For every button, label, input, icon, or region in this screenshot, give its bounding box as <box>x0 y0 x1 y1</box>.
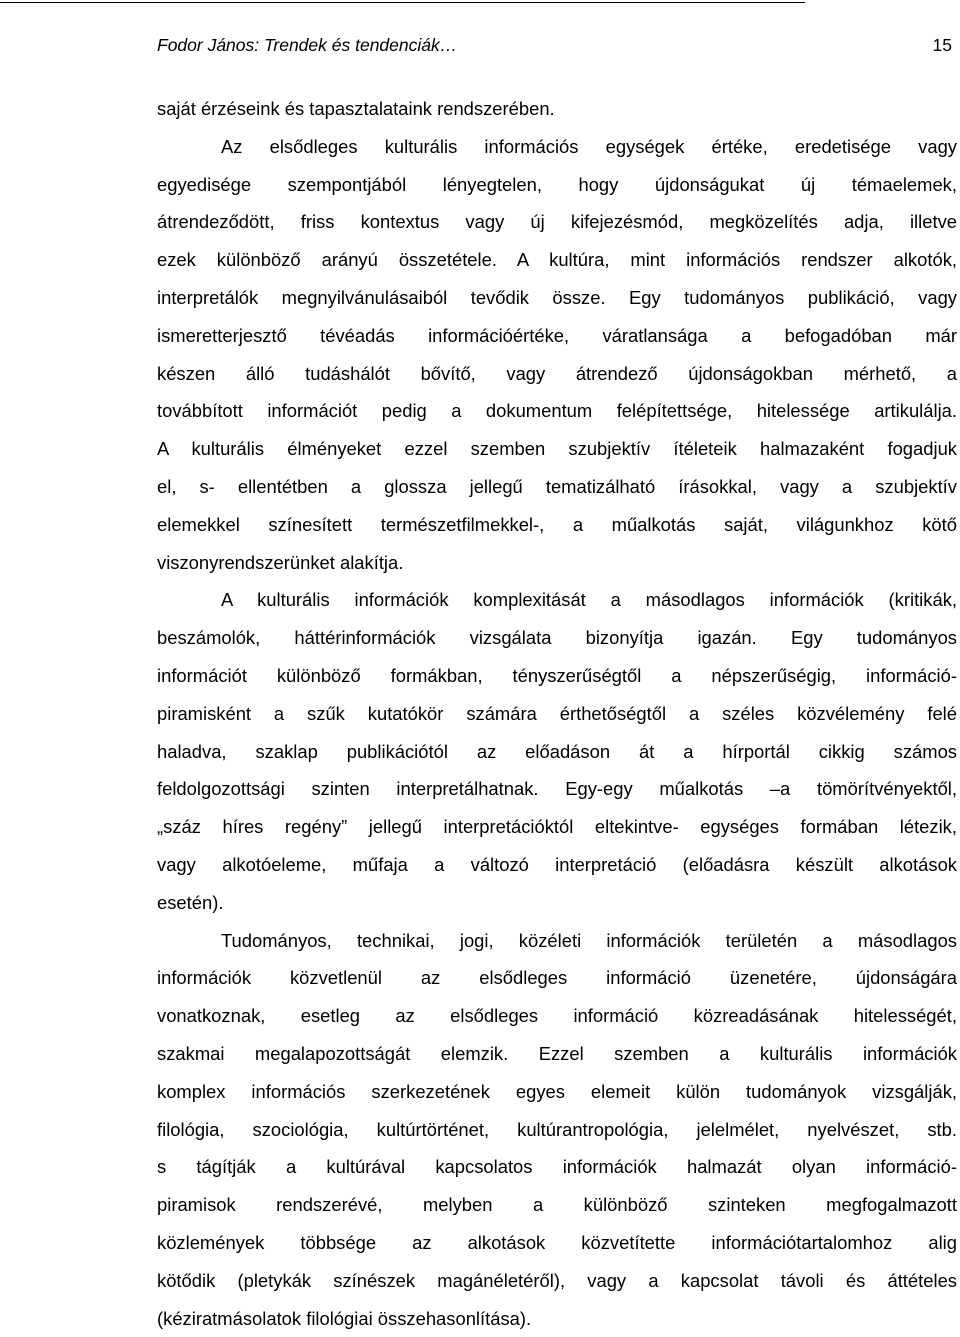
text-line: ezek különböző arányú összetétele. A kultúra, mint információs rendszer alkotók, <box>157 241 957 279</box>
text-line: (kéziratmásolatok filológiai összehasonlítása). <box>157 1300 957 1337</box>
text-line: Tudományos, technikai, jogi, közéleti információk területén a másodlagos <box>157 922 957 960</box>
top-rule <box>0 2 805 3</box>
text-line: ismeretterjesztő tévéadás információértéke, váratlansága a befogadóban már <box>157 317 957 355</box>
text-line: közlemények többsége az alkotások közvetítette információtartalomhoz alig <box>157 1224 957 1262</box>
text-line: piramisként a szűk kutatókör számára érthetőségtől a széles közvélemény felé <box>157 695 957 733</box>
text-line: komplex információs szerkezetének egyes elemeit külön tudományok vizsgálják, <box>157 1073 957 1111</box>
running-title: Fodor János: Trendek és tendenciák… <box>157 30 457 60</box>
text-line: kötődik (pletykák színészek magánéletéről), vagy a kapcsolat távoli és áttételes <box>157 1262 957 1300</box>
text-line: piramisok rendszerévé, melyben a különböző szinteken megfogalmazott <box>157 1186 957 1224</box>
text-line: haladva, szaklap publikációtól az előadáson át a hírportál cikkig számos <box>157 733 957 771</box>
text-line: interpretálók megnyilvánulásaiból tevődik össze. Egy tudományos publikáció, vagy <box>157 279 957 317</box>
text-line: feldolgozottsági szinten interpretálhatnak. Egy-egy műalkotás –a tömörítvényektől, <box>157 770 957 808</box>
text-line: viszonyrendszerünket alakítja. <box>157 544 957 582</box>
text-line: A kulturális élményeket ezzel szemben szubjektív ítéleteik halmazaként fogadjuk <box>157 430 957 468</box>
page-number: 15 <box>933 30 952 60</box>
text-line: A kulturális információk komplexitását a másodlagos információk (kritikák, <box>157 581 957 619</box>
text-line: szakmai megalapozottságát elemzik. Ezzel szemben a kulturális információk <box>157 1035 957 1073</box>
running-header <box>157 30 952 60</box>
text-line: saját érzéseink és tapasztalataink rendszerében. <box>157 90 957 128</box>
text-line: elemekkel színesített természetfilmekkel-, a műalkotás saját, világunkhoz kötő <box>157 506 957 544</box>
text-line: egyedisége szempontjából lényegtelen, hogy újdonságukat új témaelemek, <box>157 166 957 204</box>
body-text <box>157 90 957 1337</box>
text-line: információk közvetlenül az elsődleges információ üzenetére, újdonságára <box>157 959 957 997</box>
text-line: s tágítják a kultúrával kapcsolatos információk halmazát olyan információ- <box>157 1148 957 1186</box>
text-line: „száz híres regény” jellegű interpretációktól eltekintve- egységes formában létezik, <box>157 808 957 846</box>
text-line: átrendeződött, friss kontextus vagy új kifejezésmód, megközelítés adja, illetve <box>157 203 957 241</box>
text-line: vagy alkotóeleme, műfaja a változó interpretáció (előadásra készült alkotások <box>157 846 957 884</box>
text-line: Az elsődleges kulturális információs egységek értéke, eredetisége vagy <box>157 128 957 166</box>
text-line: filológia, szociológia, kultúrtörténet, kultúrantropológia, jelelmélet, nyelvészet, stb. <box>157 1111 957 1149</box>
text-line: információt különböző formákban, tényszerűségtől a népszerűségig, információ- <box>157 657 957 695</box>
text-line: beszámolók, háttérinformációk vizsgálata bizonyítja igazán. Egy tudományos <box>157 619 957 657</box>
text-line: készen álló tudáshálót bővítő, vagy átrendező újdonságokban mérhető, a <box>157 355 957 393</box>
text-line: továbbított információt pedig a dokumentum felépítettsége, hitelessége artikulálja. <box>157 392 957 430</box>
text-line: el, s- ellentétben a glossza jellegű tematizálható írásokkal, vagy a szubjektív <box>157 468 957 506</box>
text-line: vonatkoznak, esetleg az elsődleges információ közreadásának hitelességét, <box>157 997 957 1035</box>
text-line: esetén). <box>157 884 957 922</box>
